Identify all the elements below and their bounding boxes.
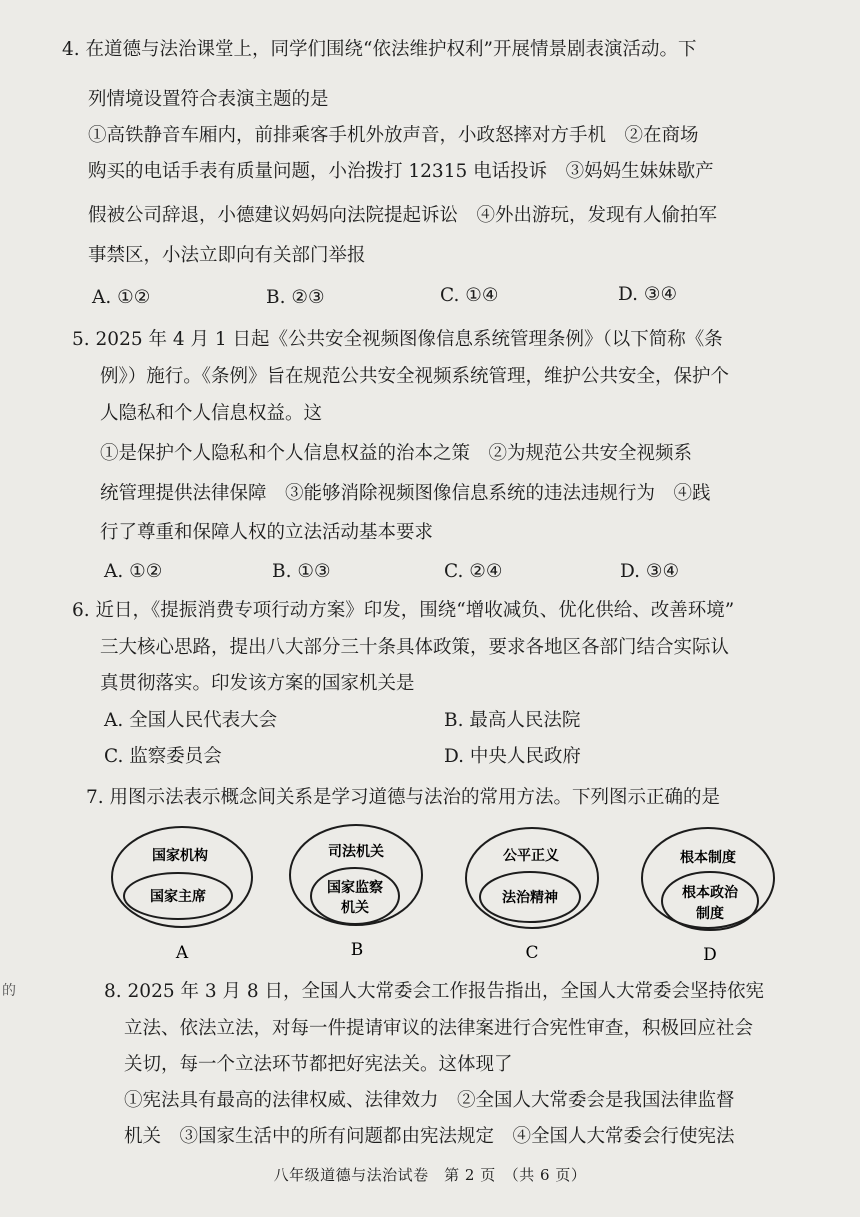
q6-line-3: 真贯彻落实。印发该方案的国家机关是 xyxy=(100,673,415,694)
diagram-d xyxy=(642,828,774,965)
page-footer: 八年级道德与法治试卷 第 2 页 （共 6 页） xyxy=(273,1166,587,1184)
q4-option-c: C. ①④ xyxy=(440,285,499,306)
q4-option-b: B. ②③ xyxy=(266,287,325,308)
diagram-a xyxy=(112,827,252,963)
diagram-b-inner-ellipse xyxy=(311,868,399,924)
q4-line-3: ①高铁静音车厢内，前排乘客手机外放声音，小政怒摔对方手机 ②在商场 xyxy=(88,125,699,146)
diagram-a-letter: A xyxy=(175,943,189,963)
diagram-a-inner-label: 国家主席 xyxy=(150,889,206,905)
q4-line-2: 列情境设置符合表演主题的是 xyxy=(88,89,329,110)
q4-line-1: 4. 在道德与法治课堂上，同学们围绕“依法维护权利”开展情景剧表演活动。下 xyxy=(62,39,697,60)
q8-line-2: 立法、依法立法，对每一件提请审议的法律案进行合宪性审查，积极回应社会 xyxy=(124,1018,754,1039)
diagram-a-outer-ellipse xyxy=(112,827,252,927)
q6-option-b: B. 最高人民法院 xyxy=(444,710,581,731)
diagram-c xyxy=(466,828,598,963)
diagram-b xyxy=(290,825,422,960)
q4-line-6: 事禁区，小法立即向有关部门举报 xyxy=(88,245,366,266)
q4-line-5: 假被公司辞退，小德建议妈妈向法院提起诉讼 ④外出游玩，发现有人偷拍军 xyxy=(88,205,718,226)
diagram-a-inner-ellipse xyxy=(124,873,232,919)
diagram-c-inner-ellipse xyxy=(480,872,580,922)
q5-line-6: 行了尊重和保障人权的立法活动基本要求 xyxy=(100,522,434,543)
diagram-d-inner-ellipse xyxy=(662,872,758,930)
q4-line-4: 购买的电话手表有质量问题，小治拨打 12315 电话投诉 ③妈妈生妹妹歇产 xyxy=(88,161,714,182)
q6-option-c: C. 监察委员会 xyxy=(104,746,222,767)
diagram-c-letter: C xyxy=(525,943,539,963)
q5-option-b: B. ①③ xyxy=(272,561,331,582)
diagram-b-letter: B xyxy=(350,940,364,960)
q5-line-5: 统管理提供法律保障 ③能够消除视频图像信息系统的违法违规行为 ④践 xyxy=(100,483,711,504)
q6-line-1: 6. 近日，《提振消费专项行动方案》印发，围绕“增收减负、优化供给、改善环境” xyxy=(72,600,735,621)
q6-option-d: D. 中央人民政府 xyxy=(444,746,581,767)
q5-option-c: C. ②④ xyxy=(444,561,503,582)
q4-option-d: D. ③④ xyxy=(618,284,678,305)
diagram-b-inner-label-2: 机关 xyxy=(341,900,369,916)
q4-option-a: A. ①② xyxy=(92,287,151,308)
diagram-b-outer-label: 司法机关 xyxy=(328,844,384,860)
q5-option-d: D. ③④ xyxy=(620,561,680,582)
diagram-a-outer-label: 国家机构 xyxy=(152,848,208,864)
diagram-d-outer-ellipse xyxy=(642,828,774,928)
diagram-c-outer-label: 公平正义 xyxy=(503,848,559,864)
q8-line-1: 8. 2025 年 3 月 8 日，全国人大常委会工作报告指出，全国人大常委会坚持依宪 xyxy=(104,981,765,1002)
diagram-d-inner-label-2: 制度 xyxy=(696,906,724,922)
q8-line-3: 关切，每一个立法环节都把好宪法关。这体现了 xyxy=(124,1054,513,1075)
diagram-c-outer-ellipse xyxy=(466,828,598,928)
q7-stem: 7. 用图示法表示概念间关系是学习道德与法治的常用方法。下列图示正确的是 xyxy=(86,787,721,808)
q5-line-4: ①是保护个人隐私和个人信息权益的治本之策 ②为规范公共安全视频系 xyxy=(100,443,693,464)
q5-line-2: 例》）施行。《条例》旨在规范公共安全视频系统管理，维护公共安全，保护个 xyxy=(100,366,730,387)
diagram-b-outer-ellipse xyxy=(290,825,422,925)
margin-mark: 的 xyxy=(2,983,16,999)
q8-line-5: 机关 ③国家生活中的所有问题都由宪法规定 ④全国人大常委会行使宪法 xyxy=(124,1126,735,1147)
diagram-b-inner-label-1: 国家监察 xyxy=(327,880,383,896)
q5-line-1: 5. 2025 年 4 月 1 日起《公共安全视频图像信息系统管理条例》（以下简称《条 xyxy=(72,329,723,350)
diagram-d-letter: D xyxy=(703,945,717,965)
q5-line-3: 人隐私和个人信息权益。这 xyxy=(100,403,323,424)
q5-option-a: A. ①② xyxy=(104,561,163,582)
q6-line-2: 三大核心思路，提出八大部分三十条具体政策，要求各地区各部门结合实际认 xyxy=(100,637,730,658)
q6-option-a: A. 全国人民代表大会 xyxy=(104,710,278,731)
diagram-d-outer-label: 根本制度 xyxy=(680,850,736,866)
diagram-d-inner-label-1: 根本政治 xyxy=(682,885,738,901)
q8-line-4: ①宪法具有最高的法律权威、法律效力 ②全国人大常委会是我国法律监督 xyxy=(124,1090,735,1111)
diagram-c-inner-label: 法治精神 xyxy=(502,890,558,906)
